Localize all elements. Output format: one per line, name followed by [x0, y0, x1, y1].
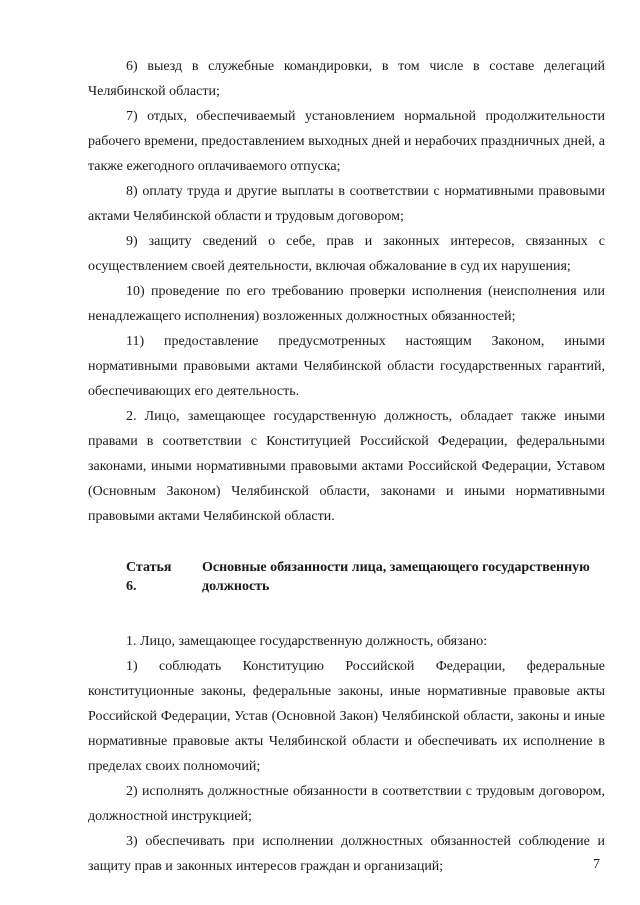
- article-number: Статья 6.: [126, 560, 172, 594]
- page-number: 7: [593, 857, 600, 872]
- document-body: [88, 54, 605, 879]
- spacer: [88, 529, 605, 558]
- paragraph-item-10: 10) проведение по его требованию проверки исполнения (неисполнения или ненадлежащего исполнения) возложенных должностных обязанностей;: [88, 284, 605, 324]
- paragraph-duty-1: 1) соблюдать Конституцию Российской Федерации, федеральные конституционные законы, федеральные законы, иные нормативные правовые акты Российской Федерации, Устав (Основной Закон) Челябинской области, законы и иные нормативные правовые акты Челябинской области и обеспечивать их исполнение в пределах своих полномочий;: [88, 659, 605, 774]
- paragraph-part-1: 1. Лицо, замещающее государственную должность, обязано:: [126, 634, 488, 649]
- paragraph-item-6: 6) выезд в служебные командировки, в том числе в составе делегаций Челябинской области;: [88, 59, 605, 99]
- paragraph-duty-2: 2) исполнять должностные обязанности в соответствии с трудовым договором, должностной инструкцией;: [88, 784, 605, 824]
- paragraph-part-2: 2. Лицо, замещающее государственную должность, обладает также иными правами в соответствии с Конституцией Российской Федерации, федеральными законами, иными нормативными правовыми актами Российской Федерации, Уставом (Основным Законом) Челябинской области, законами и иными нормативными правовыми актами Челябинской области.: [88, 409, 605, 524]
- paragraph-item-9: 9) защиту сведений о себе, прав и законных интересов, связанных с осуществлением своей деятельности, включая обжалование в суд их нарушения;: [88, 234, 605, 274]
- article-title: Основные обязанности лица, замещающего государственную должность: [202, 560, 590, 594]
- paragraph-item-11: 11) предоставление предусмотренных настоящим Законом, иными нормативными правовыми актами Челябинской области государственных гарантий, обеспечивающих его деятельность.: [88, 334, 605, 399]
- paragraph-item-7: 7) отдых, обеспечиваемый установлением нормальной продолжительности рабочего времени, предоставлением выходных дней и нерабочих праздничных дней, а также ежегодного оплачиваемого отпуска;: [88, 109, 605, 174]
- article-heading: [88, 558, 605, 596]
- paragraph-duty-3: 3) обеспечивать при исполнении должностных обязанностей соблюдение и защиту прав и законных интересов граждан и организаций;: [88, 834, 605, 874]
- paragraph-item-8: 8) оплату труда и другие выплаты в соответствии с нормативными правовыми актами Челябинской области и трудовым договором;: [88, 184, 605, 224]
